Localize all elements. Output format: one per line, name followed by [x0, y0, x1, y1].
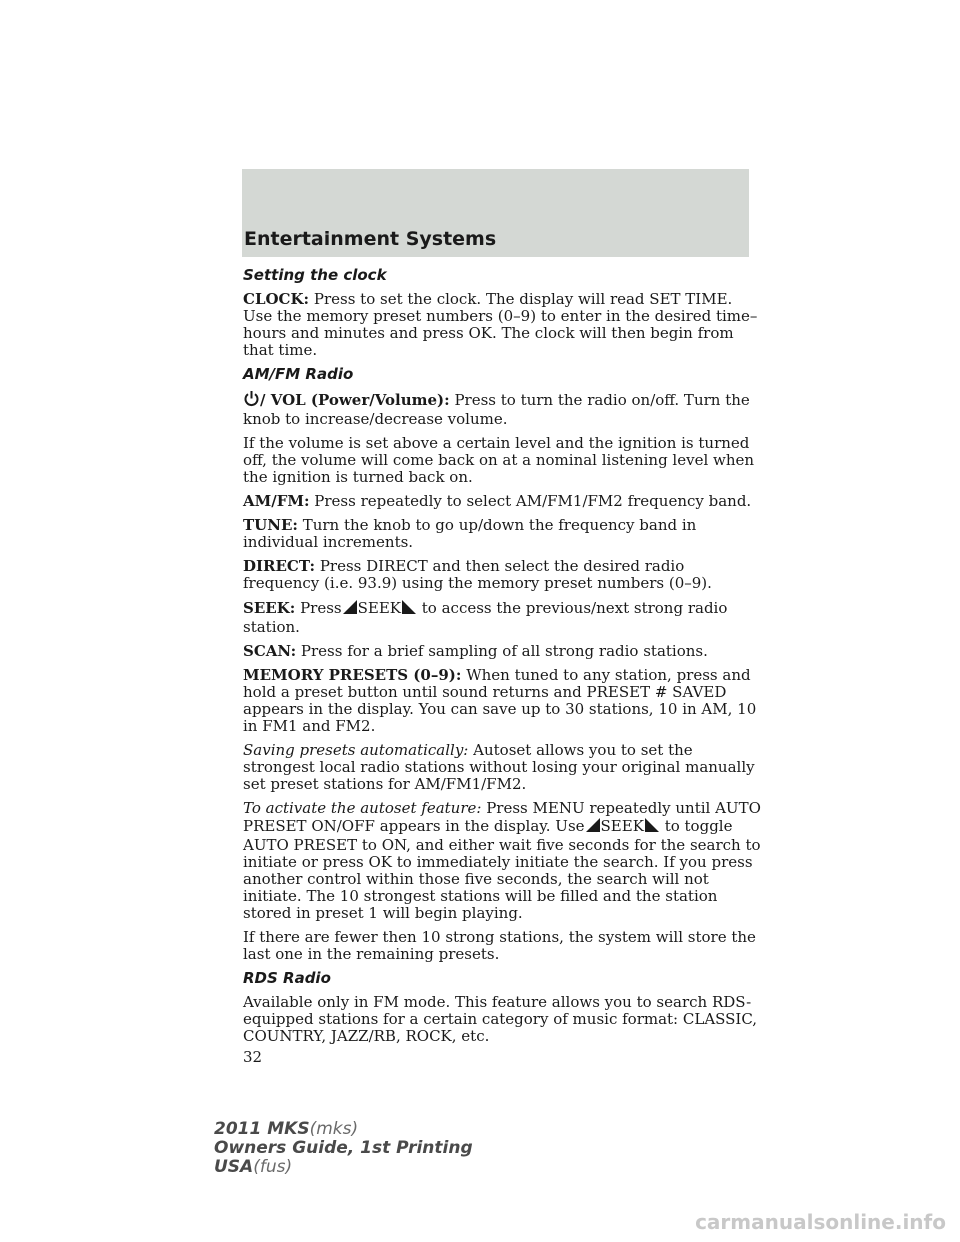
- footer-model: 2011 MKS: [214, 1119, 310, 1139]
- seek-next-icon: [401, 599, 417, 619]
- auto-activate-pre: Press MENU repeatedly until AUTO PRESET ON/OFF appears in the display. Use: [243, 799, 761, 835]
- auto-saving-text: Autoset allows you to set the strongest local radio stations without losing your original manually set preset stations for AM/FM1/FM2.: [243, 741, 755, 793]
- auto-activate-paragraph: [243, 800, 763, 922]
- auto-activate-label: To activate the autoset feature:: [243, 799, 482, 817]
- tune-paragraph: [243, 517, 763, 551]
- fewer-stations-paragraph: If there are fewer then 10 strong stations, the system will store the last one in the remaining presets.: [243, 928, 756, 963]
- footer-line-3: [214, 1158, 473, 1177]
- watermark: carmanualsonline.info: [695, 1210, 946, 1234]
- seek-previous-icon: [585, 817, 601, 837]
- presets-text: When tuned to any station, press and hold a preset button until sound returns and PRESET # SAVED appears in the display. You can save up to 30 stations, 10 in AM, 10 in FM1 and FM2.: [243, 666, 757, 735]
- volume-note: If the volume is set above a certain level and the ignition is turned off, the volume will come back on at a nominal listening level when the ignition is turned back on.: [243, 434, 755, 486]
- presets-term: MEMORY PRESETS (0–9):: [243, 666, 462, 684]
- heading-setting-clock: Setting the clock: [243, 266, 387, 284]
- tune-term: TUNE:: [243, 516, 298, 534]
- amfm-paragraph: [243, 493, 763, 510]
- amfm-term: AM/FM:: [243, 492, 310, 510]
- power-paragraph: [243, 390, 763, 428]
- seek-previous-icon: [342, 599, 358, 619]
- scan-term: SCAN:: [243, 642, 297, 660]
- clock-paragraph: [243, 291, 763, 359]
- footer-market-code: (fus): [253, 1157, 293, 1177]
- direct-paragraph: [243, 558, 763, 592]
- amfm-text: Press repeatedly to select AM/FM1/FM2 frequency band.: [314, 492, 752, 510]
- scan-text: Press for a brief sampling of all strong radio stations.: [300, 642, 708, 660]
- footer-guide: Owners Guide, 1st Printing: [214, 1138, 473, 1158]
- power-term: / VOL (Power/Volume):: [260, 391, 450, 409]
- auto-saving-label: Saving presets automatically:: [243, 741, 469, 759]
- auto-saving-paragraph: [243, 742, 763, 793]
- footer-model-code: (mks): [309, 1119, 359, 1139]
- direct-text: Press DIRECT and then select the desired radio frequency (i.e. 93.9) using the memory preset numbers (0–9).: [243, 557, 712, 592]
- tune-text: Turn the knob to go up/down the frequency band in individual increments.: [243, 516, 697, 551]
- section-title: Entertainment Systems: [244, 228, 497, 250]
- clock-text: Press to set the clock. The display will read SET TIME. Use the memory preset numbers (0–9) to enter in the desired time– hours and minutes and press OK. The clock will then begin from that time.: [243, 290, 758, 359]
- page-number: 32: [243, 1048, 263, 1066]
- seek-pre: Press: [300, 599, 342, 617]
- seek-term: SEEK:: [243, 599, 296, 617]
- scan-paragraph: [243, 643, 763, 660]
- auto-activate-post: to toggle AUTO PRESET to ON, and either wait five seconds for the search to initiate or press OK to immediately initiate the search. If you press another control within those five seconds, the search will not initiate. The 10 strongest stations will be filled and the station stored in preset 1 will begin playing.: [243, 817, 761, 922]
- heading-amfm-radio: AM/FM Radio: [243, 365, 354, 383]
- auto-activate-seek-label: SEEK: [600, 817, 644, 835]
- seek-post: to access the previous/next strong radio station.: [243, 599, 728, 636]
- footer: [214, 1120, 473, 1177]
- power-icon: [243, 390, 260, 411]
- direct-term: DIRECT:: [243, 557, 316, 575]
- seek-next-icon: [644, 817, 660, 837]
- clock-term: CLOCK:: [243, 290, 310, 308]
- page-content: [243, 267, 763, 1066]
- seek-label: SEEK: [357, 599, 401, 617]
- footer-line-2: [214, 1139, 473, 1158]
- power-text: Press to turn the radio on/off. Turn the knob to increase/decrease volume.: [243, 391, 750, 428]
- footer-line-1: [214, 1120, 473, 1139]
- presets-paragraph: [243, 667, 763, 735]
- footer-market: USA: [214, 1157, 254, 1177]
- heading-rds-radio: RDS Radio: [243, 969, 331, 987]
- seek-paragraph: [243, 599, 763, 636]
- rds-paragraph: Available only in FM mode. This feature allows you to search RDS-equipped stations for a certain category of music format: CLASSIC, COUNTRY, JAZZ/RB, ROCK, etc.: [243, 993, 758, 1045]
